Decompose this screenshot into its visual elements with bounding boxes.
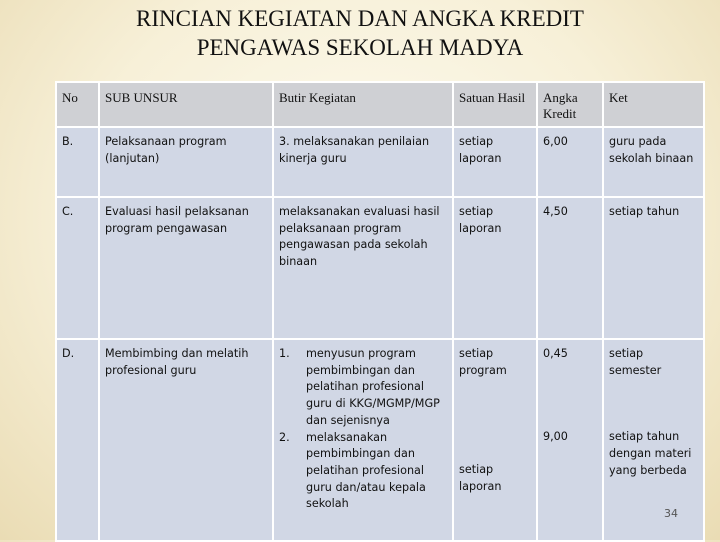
header-ket: Ket bbox=[603, 82, 704, 127]
header-satuan-hasil: Satuan Hasil bbox=[453, 82, 537, 127]
butir-item-number: 2. bbox=[279, 430, 290, 444]
satuan-item: setiap laporan bbox=[459, 463, 502, 494]
cell-butir-kegiatan: melaksanakan evaluasi hasil pelaksanaan program pengawasan pada sekolah binaan bbox=[273, 197, 453, 339]
title-line-1: RINCIAN KEGIATAN DAN ANGKA KREDIT bbox=[136, 6, 584, 31]
title-line-2: PENGAWAS SEKOLAH MADYA bbox=[196, 35, 524, 60]
cell-butir-kegiatan: 3. melaksanakan penilaian kinerja guru bbox=[273, 127, 453, 197]
butir-item bbox=[279, 430, 447, 514]
header-no: No bbox=[56, 82, 99, 127]
cell-angka-kredit: 4,50 bbox=[537, 197, 603, 339]
header-butir-kegiatan: Butir Kegiatan bbox=[273, 82, 453, 127]
butir-item bbox=[279, 346, 447, 430]
ket-item: setiap tahun dengan materi yang berbeda bbox=[609, 430, 692, 477]
header-angka-kredit: Angka Kredit bbox=[537, 82, 603, 127]
butir-item-number: 1. bbox=[279, 347, 290, 360]
cell-no: C. bbox=[56, 197, 99, 339]
angka-item: 9,00 bbox=[543, 429, 568, 443]
cell-no: B. bbox=[56, 127, 99, 197]
table-header-row bbox=[56, 82, 704, 127]
ket-item: setiap semester bbox=[609, 347, 662, 377]
header-sub-unsur: SUB UNSUR bbox=[99, 82, 273, 127]
butir-item-text: menyusun program pembimbingan dan pelatihan profesional guru di KKG/MGMP/MGP dan sejenisnya bbox=[306, 347, 440, 427]
table-row bbox=[56, 197, 704, 339]
activity-credit-table bbox=[55, 81, 705, 542]
page-number: 34 bbox=[664, 507, 678, 520]
table-row bbox=[56, 339, 704, 541]
cell-angka-kredit: 6,00 bbox=[537, 127, 603, 197]
cell-satuan-hasil: setiap laporan bbox=[453, 197, 537, 339]
angka-item: 0,45 bbox=[543, 347, 568, 360]
butir-item-text: melaksanakan pembimbingan dan pelatihan profesional guru dan/atau kepala sekolah bbox=[306, 430, 426, 511]
cell-ket bbox=[603, 339, 704, 541]
cell-no: D. bbox=[56, 339, 99, 541]
cell-sub-unsur: Evaluasi hasil pelaksanan program pengawasan bbox=[99, 197, 273, 339]
cell-butir-kegiatan bbox=[273, 339, 453, 541]
cell-angka-kredit bbox=[537, 339, 603, 541]
cell-sub-unsur: Membimbing dan melatih profesional guru bbox=[99, 339, 273, 541]
cell-ket: guru pada sekolah binaan bbox=[603, 127, 704, 197]
satuan-item: setiap program bbox=[459, 347, 507, 377]
cell-satuan-hasil bbox=[453, 339, 537, 541]
table-row bbox=[56, 127, 704, 197]
cell-sub-unsur: Pelaksanaan program (lanjutan) bbox=[99, 127, 273, 197]
cell-ket: setiap tahun bbox=[603, 197, 704, 339]
cell-satuan-hasil: setiap laporan bbox=[453, 127, 537, 197]
butir-list bbox=[279, 346, 447, 513]
slide-title bbox=[0, 4, 720, 62]
